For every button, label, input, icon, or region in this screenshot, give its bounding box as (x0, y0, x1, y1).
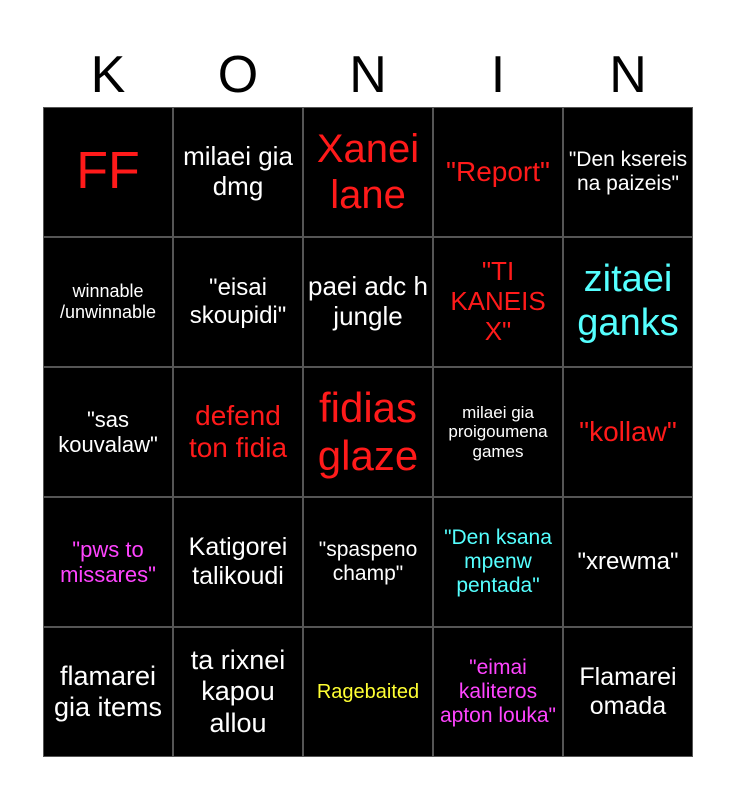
bingo-cell[interactable] (303, 237, 433, 367)
bingo-cell-text: defend ton fidia (188, 399, 288, 463)
bingo-cell[interactable] (43, 237, 173, 367)
bingo-cell[interactable] (173, 237, 303, 367)
bingo-cell-text: "sas kouvalaw" (58, 406, 158, 457)
bingo-cell[interactable] (173, 367, 303, 497)
bingo-cell-text: winnable /unwinnable (59, 281, 157, 322)
bingo-cell[interactable] (303, 497, 433, 627)
bingo-cell-text: fidias glaze (317, 383, 419, 479)
bingo-cell-text: FF (76, 142, 140, 201)
bingo-cell[interactable] (433, 367, 563, 497)
bingo-cell[interactable] (173, 627, 303, 757)
bingo-cell[interactable] (173, 497, 303, 627)
bingo-cell[interactable] (43, 627, 173, 757)
bingo-cell[interactable] (563, 107, 693, 237)
bingo-cell-text: "TI KANEIS X" (450, 256, 546, 346)
bingo-cell[interactable] (433, 107, 563, 237)
bingo-cell-text: milaei gia proigoumena games (448, 402, 548, 461)
bingo-cell[interactable] (303, 367, 433, 497)
bingo-cell-text: Ragebaited (316, 680, 420, 703)
bingo-cell[interactable] (563, 627, 693, 757)
bingo-cell-text: "Den ksana mpenw pentada" (444, 525, 552, 598)
bingo-cell-text: "eimai kaliteros apton louka" (439, 655, 557, 728)
bingo-header (43, 44, 693, 106)
bingo-cell-text: zitaei ganks (577, 258, 679, 344)
bingo-cell-text: Katigorei talikoudi (188, 533, 288, 590)
bingo-cell[interactable] (433, 497, 563, 627)
bingo-cell-text: "spaspeno champ" (318, 537, 418, 585)
header-letter-3: N (349, 46, 387, 104)
bingo-cell-text: "xrewma" (577, 548, 679, 576)
bingo-board (43, 107, 693, 757)
header-letter-1: K (90, 46, 126, 104)
bingo-cell-text: Xanei lane (316, 127, 420, 217)
header-letter-4: I (490, 46, 506, 104)
bingo-cell[interactable] (433, 237, 563, 367)
bingo-cell-text: Flamarei omada (579, 663, 677, 720)
bingo-cell[interactable] (433, 627, 563, 757)
bingo-cell-text: flamarei gia items (53, 660, 163, 722)
bingo-cell-text: "pws to missares" (60, 536, 156, 587)
bingo-cell[interactable] (173, 107, 303, 237)
header-letter-2: O (217, 46, 259, 104)
bingo-cell-text: "kollaw" (579, 415, 677, 447)
bingo-cell[interactable] (43, 367, 173, 497)
bingo-cell[interactable] (563, 367, 693, 497)
bingo-cell-text: "Report" (446, 155, 550, 187)
bingo-cell[interactable] (43, 497, 173, 627)
bingo-cell[interactable] (303, 627, 433, 757)
bingo-cell[interactable] (563, 237, 693, 367)
bingo-cell[interactable] (43, 107, 173, 237)
bingo-cell-text: ta rixnei kapou allou (190, 645, 286, 738)
bingo-cell-text: paei adc h jungle (308, 271, 428, 331)
bingo-cell[interactable] (303, 107, 433, 237)
bingo-cell-text: "eisai skoupidi" (189, 274, 287, 329)
bingo-cell-text: milaei gia dmg (183, 141, 293, 201)
bingo-cell[interactable] (563, 497, 693, 627)
bingo-cell-text: "Den ksereis na paizeis" (568, 147, 688, 195)
header-letter-5: N (609, 46, 647, 104)
